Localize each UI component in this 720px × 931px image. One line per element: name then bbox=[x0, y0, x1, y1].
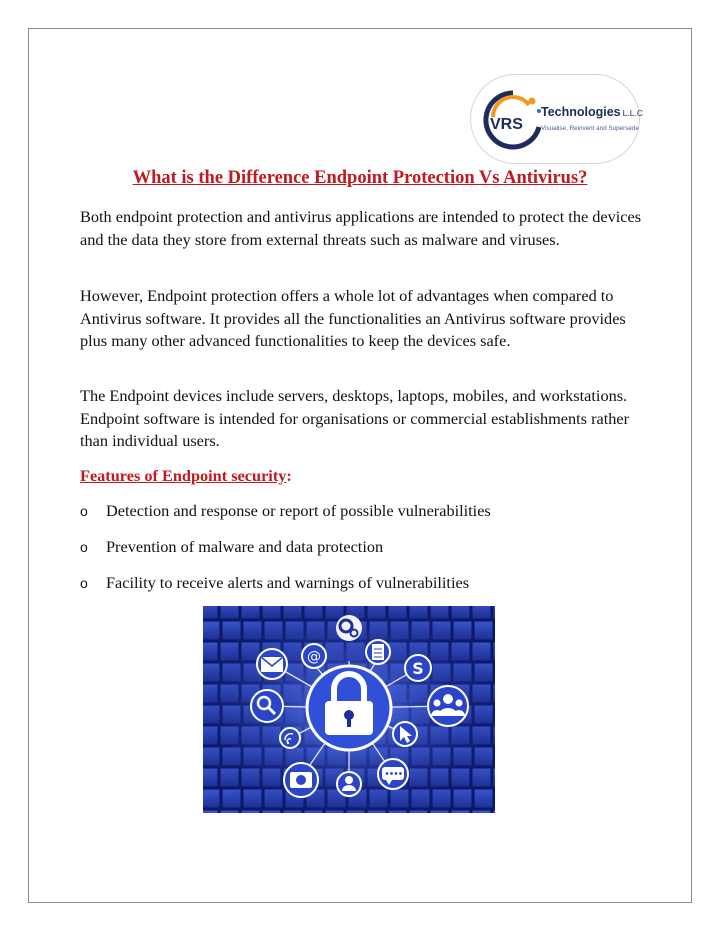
vrs-logo-icon bbox=[479, 87, 549, 153]
security-graphic bbox=[203, 606, 495, 813]
paragraph-devices: The Endpoint devices include servers, desktops, laptops, mobiles, and workstations. Endpoint software is intended for organisations or commercial establishments rather than individual users. bbox=[80, 386, 630, 450]
svg-text:@: @ bbox=[307, 649, 321, 665]
search-icon bbox=[251, 690, 283, 722]
list-item bbox=[80, 572, 640, 608]
dollar-icon bbox=[405, 655, 431, 681]
bullet-marker: o bbox=[80, 575, 88, 591]
cursor-icon bbox=[393, 722, 417, 746]
user-icon bbox=[337, 772, 361, 796]
bullet-marker: o bbox=[80, 503, 88, 519]
list-item bbox=[80, 500, 640, 536]
document-icon bbox=[366, 640, 390, 664]
list-item-text: Facility to receive alerts and warnings of vulnerabilities bbox=[106, 573, 470, 592]
padlock-icon bbox=[307, 666, 391, 750]
at-sign-icon bbox=[302, 644, 326, 668]
logo-wordmark: Technologies L.L.C bbox=[541, 105, 643, 119]
features-heading: Features of Endpoint security: bbox=[80, 466, 292, 485]
camera-icon bbox=[284, 763, 318, 797]
features-list bbox=[80, 500, 640, 608]
logo-tagline: Visualise, Reinvent and Supersede bbox=[541, 125, 639, 132]
email-icon bbox=[257, 649, 287, 679]
endpoint-security-illustration bbox=[203, 606, 495, 813]
gear-icon bbox=[336, 615, 362, 641]
list-item-text: Prevention of malware and data protection bbox=[106, 537, 384, 556]
users-icon bbox=[428, 686, 468, 726]
article-title: What is the Difference Endpoint Protection Vs Antivirus? bbox=[132, 168, 588, 188]
wifi-icon bbox=[280, 728, 300, 748]
bullet-marker: o bbox=[80, 539, 88, 555]
chat-icon bbox=[378, 759, 408, 789]
paragraph-intro: Both endpoint protection and antivirus applications are intended to protect the devices and the data they store from external threats such as malware and viruses. bbox=[80, 207, 642, 249]
logo-mark-text: VRS bbox=[490, 116, 523, 133]
company-logo bbox=[470, 74, 643, 164]
svg-text:S: S bbox=[412, 659, 424, 678]
list-item bbox=[80, 536, 640, 572]
list-item-text: Detection and response or report of possible vulnerabilities bbox=[106, 501, 491, 520]
paragraph-advantages: However, Endpoint protection offers a whole lot of advantages when compared to Antivirus software. It provides all the functionalities an Antivirus software provides plus many other advanced functionalities to keep the devices safe. bbox=[80, 286, 626, 350]
